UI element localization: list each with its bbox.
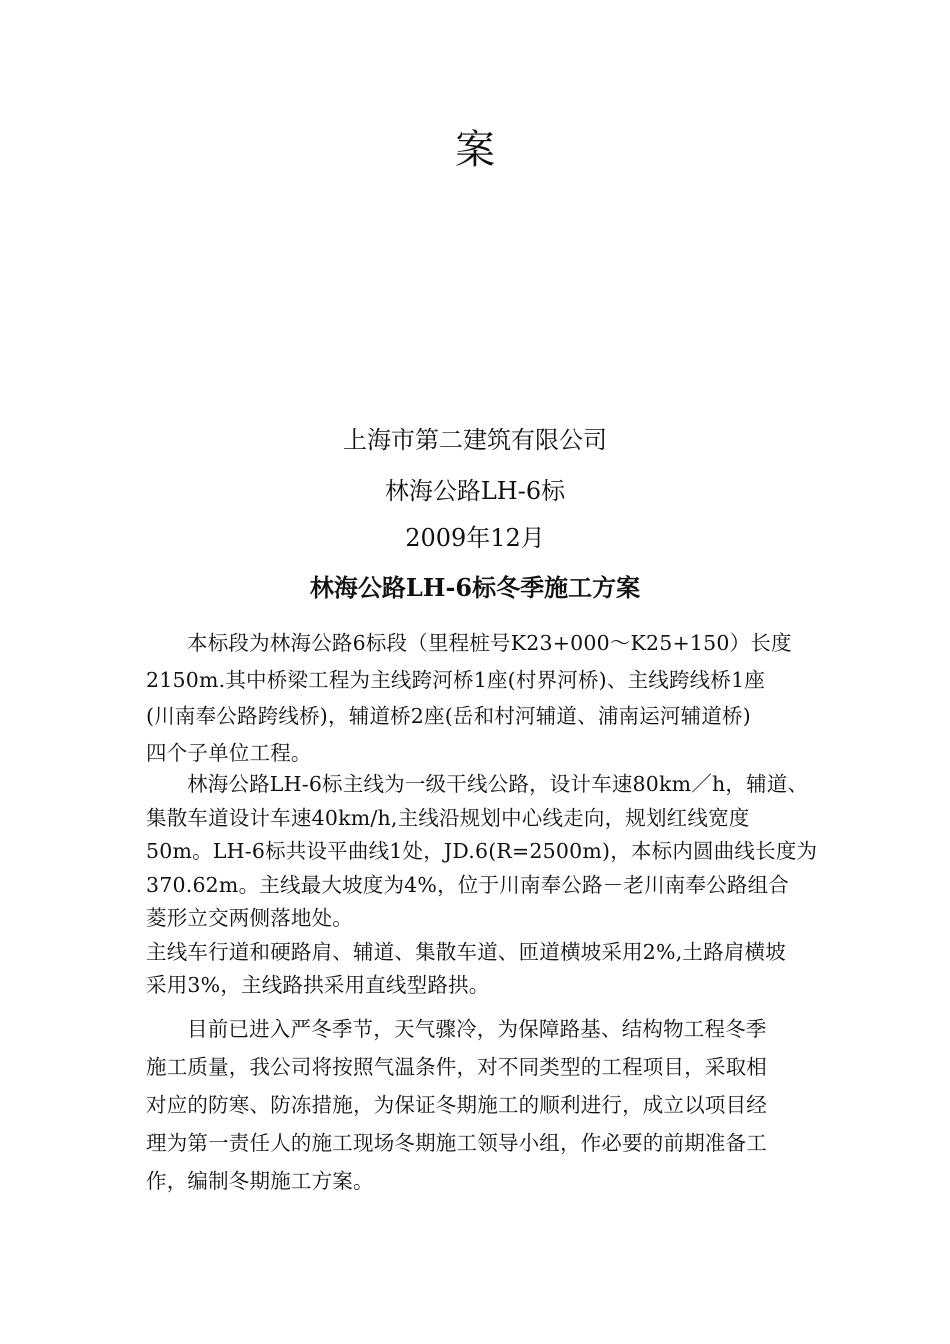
- paragraph-line: 目前已进入严冬季节，天气骤冷，为保障路基、结构物工程冬季: [187, 1017, 767, 1041]
- paragraph-3: [146, 1010, 826, 1200]
- paragraph-2: [146, 768, 826, 1003]
- paragraph-1: [146, 625, 826, 771]
- paragraph-line: 林海公路LH-6标主线为一级干线公路，设计车速80km／h，辅道、: [187, 772, 809, 796]
- paragraph-line: 对应的防寒、防冻措施，为保证冬期施工的顺利进行，成立以项目经: [146, 1093, 767, 1117]
- paragraph-line: 作，编制冬期施工方案。: [146, 1169, 374, 1193]
- paragraph-line: (川南奉公路跨线桥)，辅道桥2座(岳和村河辅道、浦南运河辅道桥): [146, 704, 751, 728]
- paragraph-line: 50m。LH-6标共设平曲线1处，JD.6(R=2500m)，本标内圆曲线长度为: [146, 839, 818, 863]
- project-name: 林海公路LH-6标: [384, 477, 566, 505]
- paragraph-line: 施工质量，我公司将按照气温条件，对不同类型的工程项目，采取相: [146, 1055, 767, 1079]
- paragraph-line: 四个子单位工程。: [146, 740, 312, 765]
- paragraph-line: 2150m.其中桥梁工程为主线跨河桥1座(村界河桥)、主线跨线桥1座: [146, 667, 766, 692]
- paragraph-line: 主线车行道和硬路肩、辅道、集散车道、匝道横坡采用2%,土路肩横坡: [146, 939, 786, 964]
- cover-date: 2009年12月: [405, 524, 545, 552]
- paragraph-line: 采用3%，主线路拱采用直线型路拱。: [146, 973, 490, 997]
- cover-title-fragment: 案: [455, 127, 495, 173]
- paragraph-line: 集散车道设计车速40km/h,主线沿规划中心线走向，规划红线宽度: [146, 805, 750, 830]
- paragraph-line: 菱形立交两侧落地处。: [146, 906, 353, 930]
- paragraph-line: 370.62m。主线最大坡度为4%，位于川南奉公路－老川南奉公路组合: [146, 872, 789, 897]
- paragraph-line: 本标段为林海公路6标段（里程桩号K23+000～K25+150）长度: [187, 631, 792, 655]
- paragraph-line: 理为第一责任人的施工现场冬期施工领导小组，作必要的前期准备工: [146, 1131, 767, 1155]
- company-name: 上海市第二建筑有限公司: [343, 426, 607, 454]
- document-title: 林海公路LH-6标冬季施工方案: [309, 573, 641, 602]
